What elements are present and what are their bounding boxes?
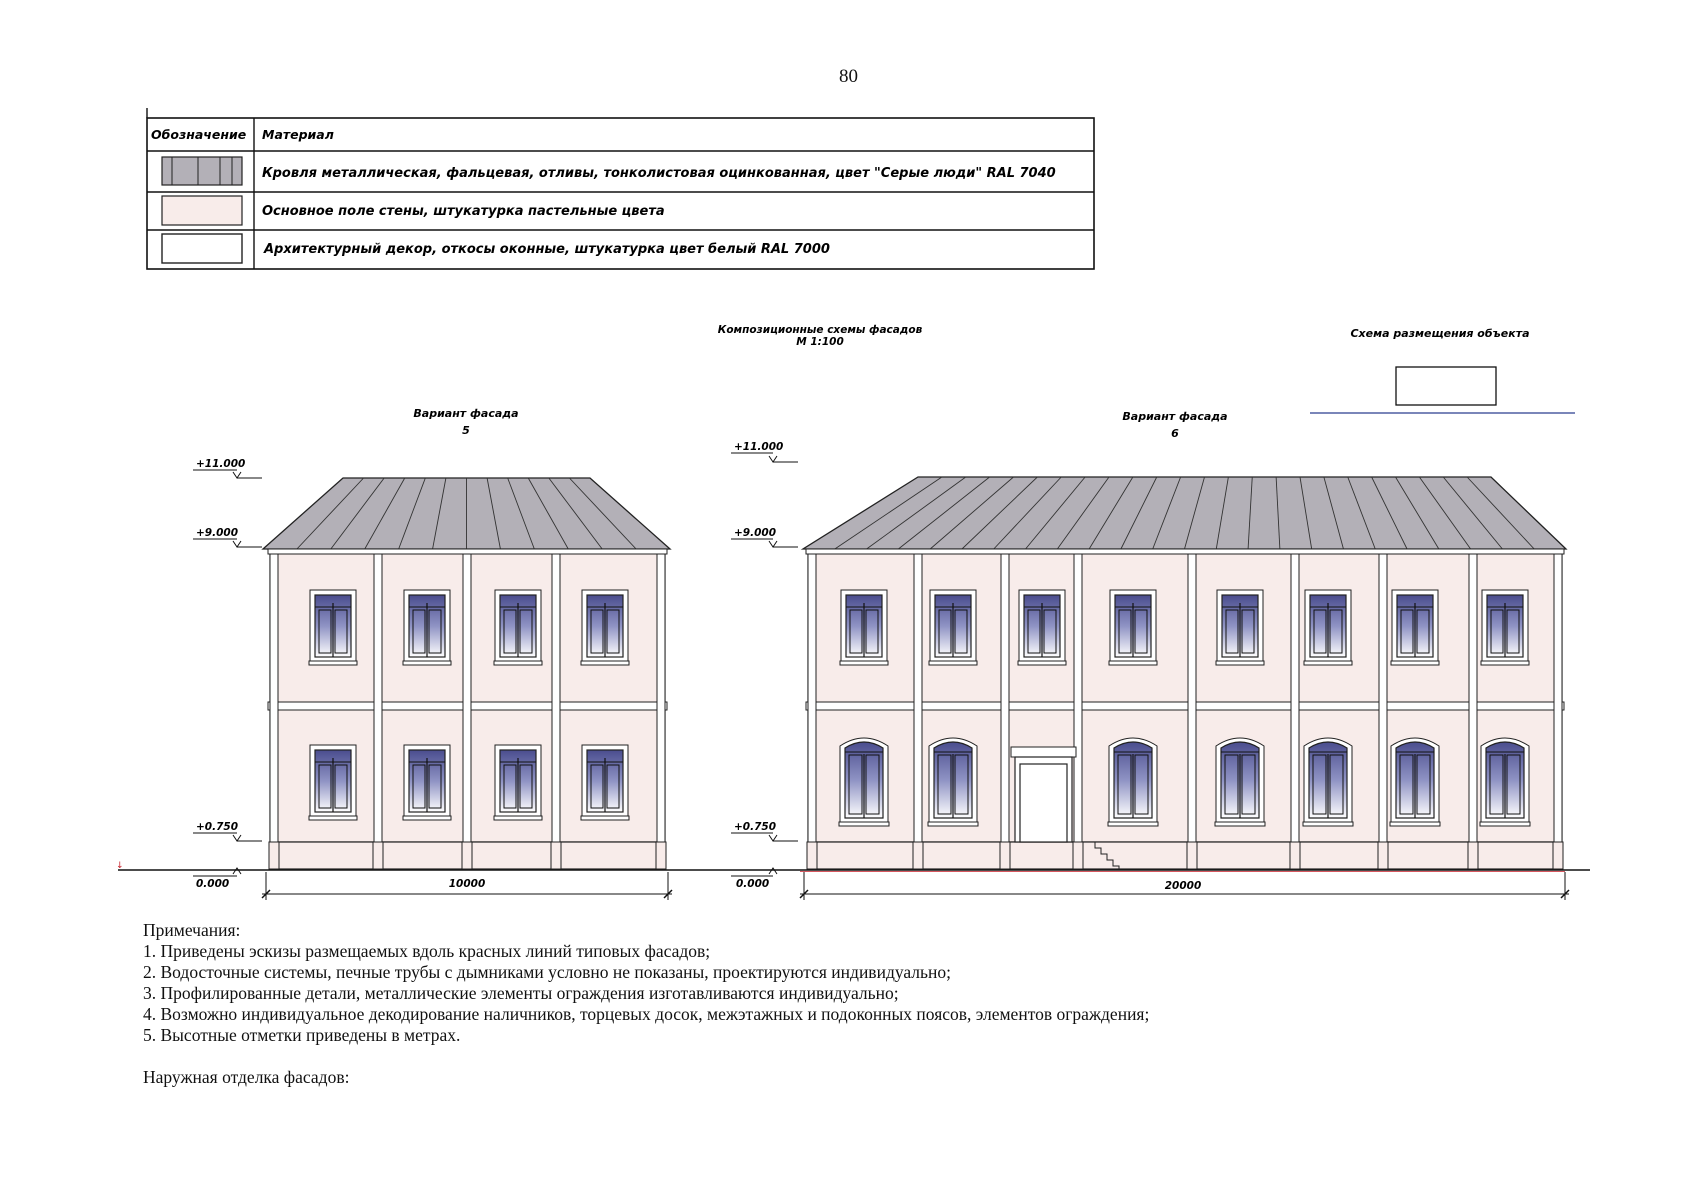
pilaster [270,554,278,842]
level-right-plinth [731,821,798,841]
window [1390,738,1440,826]
svg-text:+9.000: +9.000 [734,527,777,539]
window [929,590,977,665]
pilaster [1379,554,1387,842]
svg-text:+11.000: +11.000 [734,441,784,453]
window [1216,590,1264,665]
entrance-door [1011,747,1076,842]
window [1303,738,1353,826]
cornice [268,549,667,554]
plinth-pier [462,842,472,869]
page-number: 80 [839,66,858,87]
pilaster [808,554,816,842]
window [494,745,542,820]
plinth-pier [269,842,279,869]
note-item: 1. Приведены эскизы размещаемых вдоль красных линий типовых фасадов; [143,941,711,961]
window [494,590,542,665]
level-left-top [193,458,262,478]
svg-text:0.000: 0.000 [196,878,230,890]
window [581,590,629,665]
dimension-left-value: 10000 [448,878,486,890]
legend-row-decor: Архитектурный декор, откосы оконные, штукатурка цвет белый RAL 7000 [264,242,830,257]
legend-header-material: Материал [262,127,334,142]
window [1215,738,1265,826]
window [1304,590,1352,665]
window [581,745,629,820]
facade-variant-5 [263,478,670,869]
legend-table [147,108,1094,269]
plinth-pier [1378,842,1388,869]
legend-row-wall: Основное поле стены, штукатурка пастельные цвета [262,204,665,219]
pilaster [1554,554,1562,842]
note-item: 4. Возможно индивидуальное декодирование наличников, торцевых досок, межэтажных и подоконных поясов, элементов ограждения; [143,1004,1150,1024]
note-item: 3. Профилированные детали, металлические элементы ограждения изготавливаются индивидуально; [143,983,899,1003]
pilaster [657,554,665,842]
facade-6-caption: Вариант фасада [1122,410,1228,423]
note-item: 5. Высотные отметки приведены в метрах. [143,1025,461,1045]
facade-6-number: 6 [1171,427,1179,440]
pilaster [1469,554,1477,842]
window [1391,590,1439,665]
note-item: 2. Водосточные системы, печные трубы с дымниками условно не показаны, проектируются индивидуально; [143,962,951,982]
plinth-pier [807,842,817,869]
plinth-pier [551,842,561,869]
level-right-top [731,441,798,462]
window [928,738,978,826]
svg-text:+11.000: +11.000 [196,458,246,470]
pilaster [463,554,471,842]
swatch-wall [162,196,242,225]
plinth-pier [1073,842,1083,869]
level-left-ground [193,868,241,890]
swatch-roof [162,157,242,185]
notes-heading: Примечания: [143,920,241,940]
window [1480,738,1530,826]
svg-text:0.000: 0.000 [736,878,770,890]
level-right-eave [731,527,798,547]
pilaster [552,554,560,842]
plinth-pier [373,842,383,869]
legend-row-roof: Кровля металлическая, фальцевая, отливы, тонколистовая оцинкованная, цвет "Серые люди" RAL 7040 [262,166,1056,181]
plinth-pier [1000,842,1010,869]
level-right-ground [731,868,777,890]
window [1109,590,1157,665]
window [403,590,451,665]
window [309,745,357,820]
plinth-pier [913,842,923,869]
drawing-scale: М 1:100 [796,336,844,348]
window [403,745,451,820]
site-scheme-title: Схема размещения объекта [1350,327,1530,340]
window [1481,590,1529,665]
dimension-right [800,872,1569,900]
facade-5-caption: Вариант фасада [413,407,519,420]
window [840,590,888,665]
facade-variant-6 [803,477,1566,870]
plinth-pier [656,842,666,869]
svg-text:+0.750: +0.750 [196,821,239,833]
swatch-decor [162,234,242,263]
pilaster [1188,554,1196,842]
site-scheme-object [1396,367,1496,405]
drawing-title: Композиционные схемы фасадов [717,324,923,336]
pilaster [1001,554,1009,842]
dimension-right-value: 20000 [1164,880,1202,892]
red-line-marker: ↓ [116,861,124,871]
plinth-pier [1187,842,1197,869]
notes [143,920,1149,1046]
plinth-pier [1290,842,1300,869]
exterior-finish-heading: Наружная отделка фасадов: [143,1067,350,1087]
legend-header-symbol: Обозначение [151,127,247,142]
plinth-pier [1468,842,1478,869]
level-left-plinth [193,821,262,841]
level-left-eave [193,527,262,547]
svg-text:+9.000: +9.000 [196,527,239,539]
svg-text:+0.750: +0.750 [734,821,777,833]
window [1018,590,1066,665]
pilaster [914,554,922,842]
window [1108,738,1158,826]
window [839,738,889,826]
pilaster [1074,554,1082,842]
window [309,590,357,665]
pilaster [374,554,382,842]
facade-5-number: 5 [462,424,470,437]
plinth-pier [1553,842,1563,869]
cornice [806,549,1564,554]
dimension-left [262,872,672,900]
pilaster [1291,554,1299,842]
